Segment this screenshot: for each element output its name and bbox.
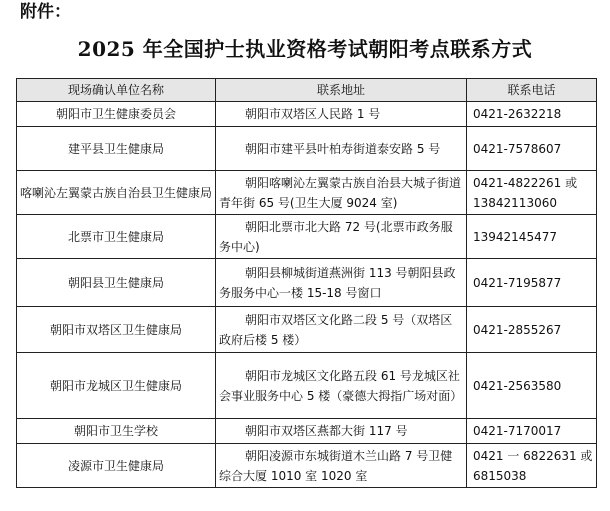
table-row — [17, 171, 597, 215]
unit-name: 北票市卫生健康局 — [17, 215, 216, 259]
address: 朝阳市建平县叶柏寿街道泰安路 5 号 — [216, 127, 467, 171]
phone: 0421-7170017 — [467, 419, 597, 444]
unit-name: 凌源市卫生健康局 — [17, 444, 216, 488]
address: 朝阳市双塔区燕都大街 117 号 — [216, 419, 467, 444]
address: 朝阳喀喇沁左翼蒙古族自治县大城子街道青年街 65 号(卫生大厦 9024 室) — [216, 171, 467, 215]
table-row — [17, 307, 597, 353]
phone: 0421-4822261 或 13842113060 — [467, 171, 597, 215]
unit-name: 朝阳市龙城区卫生健康局 — [17, 353, 216, 419]
phone: 0421-7195877 — [467, 259, 597, 307]
table-row — [17, 444, 597, 488]
unit-name: 朝阳市卫生健康委员会 — [17, 102, 216, 127]
address: 朝阳凌源市东城街道木兰山路 7 号卫健综合大厦 1010 室 1020 室 — [216, 444, 467, 488]
address: 朝阳北票市北大路 72 号(北票市政务服务中心) — [216, 215, 467, 259]
phone: 0421-2632218 — [467, 102, 597, 127]
table-row — [17, 259, 597, 307]
table-row — [17, 419, 597, 444]
phone: 13942145477 — [467, 215, 597, 259]
phone: 0421 一 6822631 或 6815038 — [467, 444, 597, 488]
unit-name: 朝阳县卫生健康局 — [17, 259, 216, 307]
attachment-label: 附件： — [20, 2, 71, 22]
unit-name: 朝阳市卫生学校 — [17, 419, 216, 444]
address: 朝阳市龙城区文化路五段 61 号龙城区社会事业服务中心 5 楼（豪德大拇指广场对面） — [216, 353, 467, 419]
address: 朝阳市双塔区人民路 1 号 — [216, 102, 467, 127]
contact-table — [16, 78, 597, 488]
unit-name: 建平县卫生健康局 — [17, 127, 216, 171]
table-row — [17, 127, 597, 171]
phone: 0421-2855267 — [467, 307, 597, 353]
table-row — [17, 102, 597, 127]
table-header-row — [17, 79, 597, 102]
header-address: 联系地址 — [216, 79, 467, 102]
unit-name: 朝阳市双塔区卫生健康局 — [17, 307, 216, 353]
address: 朝阳市双塔区文化路二段 5 号（双塔区政府后楼 5 楼） — [216, 307, 467, 353]
unit-name: 喀喇沁左翼蒙古族自治县卫生健康局 — [17, 171, 216, 215]
header-unit: 现场确认单位名称 — [17, 79, 216, 102]
header-phone: 联系电话 — [467, 79, 597, 102]
address: 朝阳县柳城街道燕洲街 113 号朝阳县政务服务中心一楼 15-18 号窗口 — [216, 259, 467, 307]
phone: 0421-7578607 — [467, 127, 597, 171]
table-row — [17, 215, 597, 259]
phone: 0421-2563580 — [467, 353, 597, 419]
table-row — [17, 353, 597, 419]
document-title: 2025 年全国护士执业资格考试朝阳考点联系方式 — [77, 37, 533, 61]
